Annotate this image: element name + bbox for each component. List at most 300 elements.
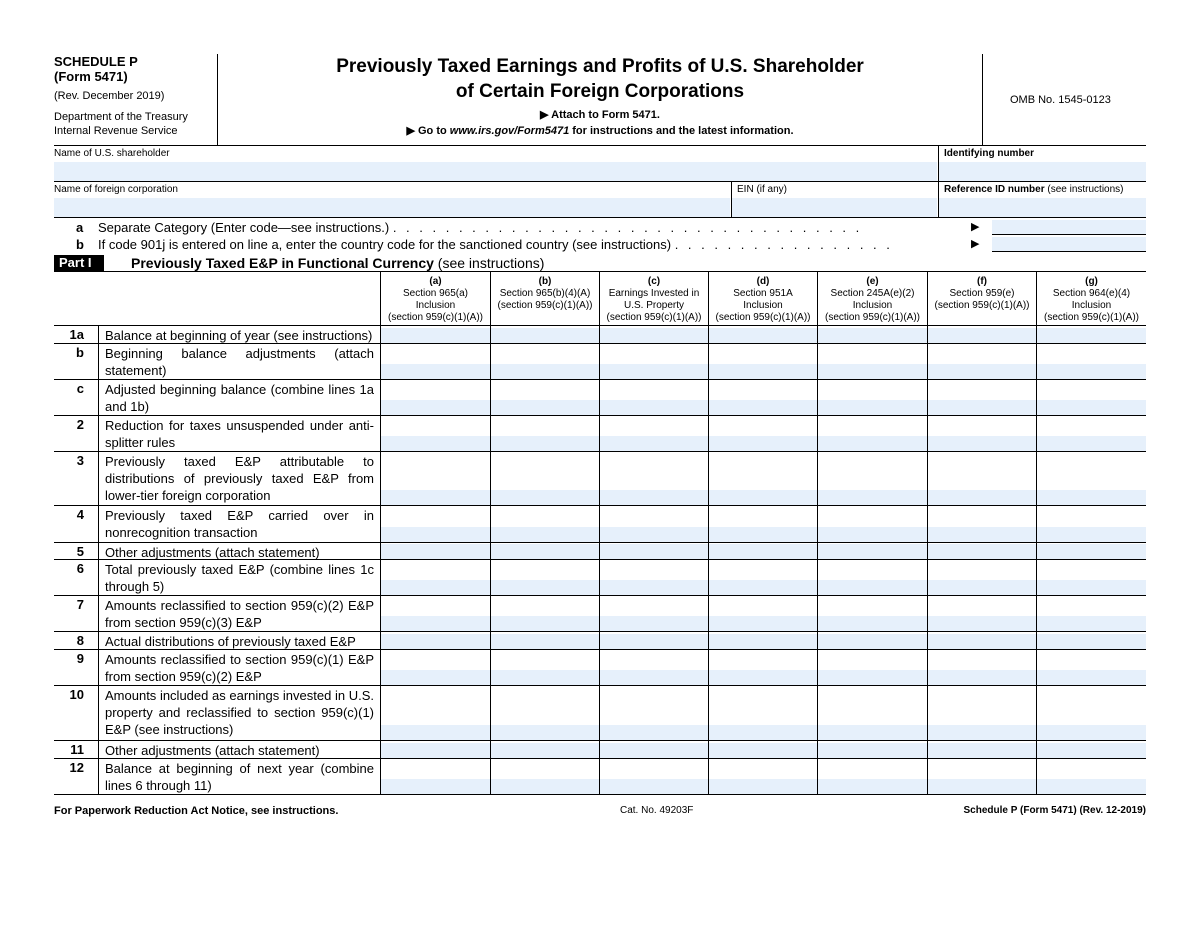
line-description: Amounts reclassified to section 959(c)(2) E&P from section 959(c)(3) E&P [98,596,380,631]
refid-note: (see instructions) [1044,184,1124,195]
amount-field[interactable] [1037,725,1146,740]
amount-cell[interactable] [380,326,490,343]
amount-cell[interactable] [380,686,490,740]
column-letter: (b) [538,276,552,287]
amount-field[interactable] [600,743,708,758]
amount-field[interactable] [818,400,927,415]
column-header [599,272,708,326]
amount-field[interactable] [928,544,1036,559]
amount-field[interactable] [381,616,490,631]
amount-cell[interactable] [927,416,1036,451]
amount-field[interactable] [1037,436,1146,451]
amount-cell[interactable] [490,741,599,758]
amount-field[interactable] [709,634,817,649]
schedule-label: SCHEDULE P [54,54,138,69]
amount-cell[interactable] [817,326,927,343]
line-number: 6 [76,561,84,576]
line-a-label: Separate Category (Enter code—see instructions.) [98,220,390,235]
amount-field[interactable] [491,400,599,415]
line-b-label: If code 901j is entered on line a, enter the country code for the sanctioned country (see instructions) [98,237,672,252]
form-title [218,54,982,104]
line-number: 12 [69,760,84,775]
form-header [54,54,1146,146]
amount-field[interactable] [818,436,927,451]
amount-field[interactable] [381,634,490,649]
table-row [54,326,1146,344]
amount-cell[interactable] [380,452,490,505]
part-title-text: Previously Taxed E&P in Functional Currency [131,255,434,271]
amount-cell[interactable] [490,759,599,794]
amount-cell[interactable] [599,759,708,794]
country-code-input[interactable] [992,237,1146,252]
column-caption: Section 959(e) [949,288,1015,299]
line-description: Other adjustments (attach statement) [98,543,380,559]
amount-cell[interactable] [1036,560,1146,595]
amount-cell[interactable] [1036,326,1146,343]
shareholder-name-input[interactable] [54,162,937,181]
amount-field[interactable] [600,670,708,685]
amount-field[interactable] [928,670,1036,685]
amount-field[interactable] [491,779,599,794]
amount-field[interactable] [928,527,1036,542]
omb-number: OMB No. 1545-0123 [1010,94,1111,106]
agency: Internal Revenue Service [54,125,178,137]
column-letter: (c) [647,276,661,287]
line-description: Actual distributions of previously taxed E&P [98,632,380,649]
irs-url-link[interactable]: www.irs.gov/Form5471 [449,125,570,137]
amount-field[interactable] [381,490,490,505]
column-caption: (section 959(c)(1)(A)) [1043,312,1140,323]
amount-field[interactable] [381,328,490,343]
amount-cell[interactable] [708,380,817,415]
line-description: Adjusted beginning balance (combine lines 1a and 1b) [98,380,380,415]
amount-cell[interactable] [927,759,1036,794]
table-row [54,344,1146,380]
amount-field[interactable] [818,670,927,685]
department: Department of the Treasury [54,111,188,123]
line-number: 7 [76,597,84,612]
line-number: 11 [70,742,84,757]
amount-field[interactable] [709,670,817,685]
amount-cell[interactable] [817,741,927,758]
amount-field[interactable] [709,725,817,740]
amount-field[interactable] [818,616,927,631]
amount-cell[interactable] [380,759,490,794]
amount-field[interactable] [709,364,817,379]
reference-id-input[interactable] [939,198,1146,217]
amount-cell[interactable] [490,506,599,542]
amount-field[interactable] [928,743,1036,758]
amount-cell[interactable] [599,416,708,451]
amount-cell[interactable] [927,543,1036,559]
column-caption: Inclusion [415,300,456,311]
amount-cell[interactable] [599,632,708,649]
amount-cell[interactable] [490,560,599,595]
table-row [54,380,1146,416]
amount-cell[interactable] [708,650,817,685]
part-title [131,255,544,271]
foreign-corp-name-input[interactable] [54,198,730,217]
amount-cell[interactable] [599,380,708,415]
amount-field[interactable] [600,328,708,343]
amount-field[interactable] [381,779,490,794]
table-row [54,632,1146,650]
line-a-text [98,220,862,235]
amount-field[interactable] [381,400,490,415]
amount-cell[interactable] [599,543,708,559]
amount-field[interactable] [928,328,1036,343]
line-b [54,237,1146,255]
amount-field[interactable] [600,436,708,451]
amount-field[interactable] [1037,490,1146,505]
line-number: 10 [69,687,84,702]
amount-cell[interactable] [490,650,599,685]
amount-cell[interactable] [817,506,927,542]
line-a-letter: a [76,220,84,235]
amount-field[interactable] [600,400,708,415]
amount-field[interactable] [381,544,490,559]
amount-cell[interactable] [1036,632,1146,649]
table-row [54,416,1146,452]
amount-cell[interactable] [927,741,1036,758]
amount-field[interactable] [381,364,490,379]
amount-cell[interactable] [1036,686,1146,740]
amount-cell[interactable] [1036,741,1146,758]
amount-cell[interactable] [708,596,817,631]
amount-cell[interactable] [817,416,927,451]
amount-field[interactable] [709,527,817,542]
line-b-arrow-icon: ▶ [971,238,980,250]
amount-cell[interactable] [490,632,599,649]
amount-field[interactable] [709,544,817,559]
amount-cell[interactable] [927,632,1036,649]
omb-block [982,54,1146,146]
line-description: Beginning balance adjustments (attach statement) [98,344,380,379]
amount-cell[interactable] [599,596,708,631]
amount-cell[interactable] [1036,650,1146,685]
amount-cell[interactable] [927,452,1036,505]
amount-cell[interactable] [708,543,817,559]
amount-field[interactable] [1037,634,1146,649]
amount-field[interactable] [491,544,599,559]
column-header [490,272,599,326]
line-description: Previously taxed E&P carried over in nonrecognition transaction [98,506,380,542]
amount-field[interactable] [1037,527,1146,542]
amount-field[interactable] [818,580,927,595]
amount-field[interactable] [600,580,708,595]
amount-field[interactable] [818,743,927,758]
amount-cell[interactable] [708,759,817,794]
line-b-text [98,237,893,252]
amount-cell[interactable] [380,560,490,595]
amount-cell[interactable] [490,344,599,379]
amount-field[interactable] [928,634,1036,649]
amount-field[interactable] [818,779,927,794]
amount-field[interactable] [600,364,708,379]
amount-cell[interactable] [708,506,817,542]
line-description: Previously taxed E&P attributable to distributions of previously taxed E&P from lower-tier foreign corporation [98,452,380,505]
amount-cell[interactable] [708,452,817,505]
amount-cell[interactable] [927,506,1036,542]
amount-cell[interactable] [380,380,490,415]
amount-cell[interactable] [817,452,927,505]
column-caption: Earnings Invested in [608,288,700,299]
amount-cell[interactable] [927,596,1036,631]
amount-field[interactable] [928,779,1036,794]
amount-cell[interactable] [380,344,490,379]
line-a-arrow-icon: ▶ [971,221,980,233]
amount-field[interactable] [1037,328,1146,343]
amount-cell[interactable] [380,632,490,649]
column-caption: Section 245A(e)(2) [830,288,915,299]
amount-field[interactable] [600,527,708,542]
line-description: Other adjustments (attach statement) [98,741,380,758]
amount-cell[interactable] [708,416,817,451]
amount-cell[interactable] [927,326,1036,343]
amount-cell[interactable] [380,596,490,631]
amount-field[interactable] [491,490,599,505]
amount-field[interactable] [928,580,1036,595]
amount-cell[interactable] [1036,543,1146,559]
amount-field[interactable] [600,544,708,559]
amount-cell[interactable] [1036,416,1146,451]
form-footer-id: Schedule P (Form 5471) (Rev. 12-2019) [963,805,1146,816]
amount-field[interactable] [600,725,708,740]
line-description: Balance at beginning of next year (combine lines 6 through 11) [98,759,380,794]
amount-cell[interactable] [708,344,817,379]
goto-instruction [218,124,982,137]
column-caption: (section 959(c)(1)(A)) [715,312,811,323]
amount-field[interactable] [818,725,927,740]
foreign-corp-row [54,182,1146,218]
amount-field[interactable] [709,616,817,631]
column-caption: (section 959(c)(1)(A)) [606,312,702,323]
amount-field[interactable] [600,634,708,649]
column-caption: Inclusion [743,300,783,311]
amount-field[interactable] [600,490,708,505]
part-label: Part I [54,255,104,271]
line-a-dots: . . . . . . . . . . . . . . . . . . . . . . . . . . . . . . . . . . . . [392,220,863,235]
amount-cell[interactable] [599,344,708,379]
amount-cell[interactable] [708,632,817,649]
amount-cell[interactable] [817,650,927,685]
amount-field[interactable] [381,743,490,758]
table-corner [54,272,380,326]
amount-field[interactable] [818,527,927,542]
line-description: Balance at beginning of year (see instructions) [98,326,380,343]
amount-cell[interactable] [927,560,1036,595]
amount-field[interactable] [928,490,1036,505]
form-title-line1: Previously Taxed Earnings and Profits of U.S. Shareholder [336,56,864,77]
column-caption: Inclusion [1071,300,1112,311]
amount-cell[interactable] [490,380,599,415]
form-number: (Form 5471) [54,69,128,84]
amount-cell[interactable] [599,741,708,758]
column-header [708,272,817,326]
column-caption: Section 965(a) [402,288,469,299]
amount-cell[interactable] [927,344,1036,379]
amount-cell[interactable] [490,452,599,505]
amount-field[interactable] [709,743,817,758]
line-number: 2 [76,417,84,432]
amount-cell[interactable] [490,596,599,631]
amount-field[interactable] [1037,364,1146,379]
amount-field[interactable] [381,527,490,542]
line-b-letter: b [76,237,84,252]
amount-field[interactable] [928,400,1036,415]
line-number: 9 [76,651,84,666]
line-number: 5 [76,544,84,559]
table-row [54,741,1146,759]
amount-cell[interactable] [599,650,708,685]
line-description: Reduction for taxes unsuspended under anti-splitter rules [98,416,380,451]
line-a [54,220,1146,238]
line-number: 1a [69,327,84,342]
column-letter: (a) [429,276,442,287]
amount-field[interactable] [818,634,927,649]
amount-field[interactable] [491,364,599,379]
amount-cell[interactable] [599,326,708,343]
amount-field[interactable] [709,400,817,415]
amount-field[interactable] [1037,743,1146,758]
amount-field[interactable] [818,490,927,505]
amount-field[interactable] [381,580,490,595]
amount-cell[interactable] [817,596,927,631]
amount-cell[interactable] [1036,452,1146,505]
column-letter: (g) [1085,276,1098,287]
amount-cell[interactable] [599,506,708,542]
amount-cell[interactable] [490,416,599,451]
amount-field[interactable] [491,527,599,542]
amount-field[interactable] [1037,779,1146,794]
amount-field[interactable] [1037,670,1146,685]
amount-cell[interactable] [817,632,927,649]
table-row [54,650,1146,686]
amount-field[interactable] [381,436,490,451]
amount-field[interactable] [818,328,927,343]
amount-cell[interactable] [927,686,1036,740]
amount-cell[interactable] [708,326,817,343]
table-row [54,596,1146,632]
amount-cell[interactable] [1036,596,1146,631]
column-header [817,272,927,326]
amount-field[interactable] [818,364,927,379]
amount-field[interactable] [491,725,599,740]
amount-field[interactable] [709,580,817,595]
amount-field[interactable] [491,743,599,758]
table-row [54,543,1146,560]
column-letter: (d) [756,276,770,287]
amount-cell[interactable] [708,741,817,758]
attach-instruction: ▶ Attach to Form 5471. [540,109,660,121]
amount-cell[interactable] [927,380,1036,415]
amount-field[interactable] [1037,400,1146,415]
amount-cell[interactable] [599,686,708,740]
amount-cell[interactable] [380,650,490,685]
column-header [380,272,490,326]
amount-cell[interactable] [817,543,927,559]
amount-field[interactable] [491,328,599,343]
amount-cell[interactable] [817,686,927,740]
amount-cell[interactable] [490,326,599,343]
column-caption: Section 951A [733,288,793,299]
amount-cell[interactable] [817,560,927,595]
line-description: Amounts reclassified to section 959(c)(1) E&P from section 959(c)(2) E&P [98,650,380,685]
column-header [1036,272,1146,326]
amount-field[interactable] [928,364,1036,379]
amount-cell[interactable] [708,686,817,740]
part-heading [54,255,1146,272]
column-caption: (section 959(c)(1)(A)) [387,312,484,323]
amount-cell[interactable] [599,452,708,505]
amount-field[interactable] [709,779,817,794]
amount-cell[interactable] [380,416,490,451]
amount-field[interactable] [818,544,927,559]
identifying-number-input[interactable] [939,162,1146,181]
amount-field[interactable] [928,725,1036,740]
amount-field[interactable] [1037,616,1146,631]
amount-field[interactable] [1037,580,1146,595]
amount-field[interactable] [709,328,817,343]
amount-field[interactable] [491,634,599,649]
column-caption: (section 959(c)(1)(A)) [934,300,1030,311]
part-note: (see instructions) [433,255,545,271]
separate-category-input[interactable] [992,220,1146,235]
amount-cell[interactable] [490,543,599,559]
refid-label [944,184,1124,195]
line-number: b [76,345,84,360]
amount-cell[interactable] [1036,759,1146,794]
amount-field[interactable] [1037,544,1146,559]
amount-cell[interactable] [1036,380,1146,415]
identifying-label: Identifying number [944,148,1034,159]
form-id-block [54,54,218,146]
amount-field[interactable] [709,436,817,451]
ein-label: EIN (if any) [737,184,788,195]
amount-cell[interactable] [927,650,1036,685]
goto-suffix: for instructions and the latest information. [569,125,794,137]
amount-cell[interactable] [708,560,817,595]
amount-cell[interactable] [380,543,490,559]
amount-field[interactable] [491,436,599,451]
line-description: Amounts included as earnings invested in U.S. property and reclassified to section 959(c)(1) E&P (see instructions) [98,686,380,740]
amount-field[interactable] [381,670,490,685]
column-caption: (section 959(c)(1)(A)) [824,312,921,323]
amount-field[interactable] [928,436,1036,451]
amount-field[interactable] [491,580,599,595]
amount-field[interactable] [928,616,1036,631]
amount-cell[interactable] [1036,344,1146,379]
amount-cell[interactable] [599,560,708,595]
amount-field[interactable] [600,779,708,794]
amount-field[interactable] [381,725,490,740]
amount-cell[interactable] [1036,506,1146,542]
amount-cell[interactable] [817,344,927,379]
amount-field[interactable] [600,616,708,631]
amount-cell[interactable] [817,759,927,794]
column-caption: (section 959(c)(1)(A)) [497,300,593,311]
ein-input[interactable] [732,198,937,217]
amount-field[interactable] [709,490,817,505]
amount-cell[interactable] [380,741,490,758]
amount-cell[interactable] [380,506,490,542]
amount-cell[interactable] [817,380,927,415]
amount-field[interactable] [491,616,599,631]
line-number: 3 [76,453,84,468]
paperwork-notice: For Paperwork Reduction Act Notice, see instructions. [54,805,339,817]
amount-cell[interactable] [490,686,599,740]
amount-field[interactable] [491,670,599,685]
